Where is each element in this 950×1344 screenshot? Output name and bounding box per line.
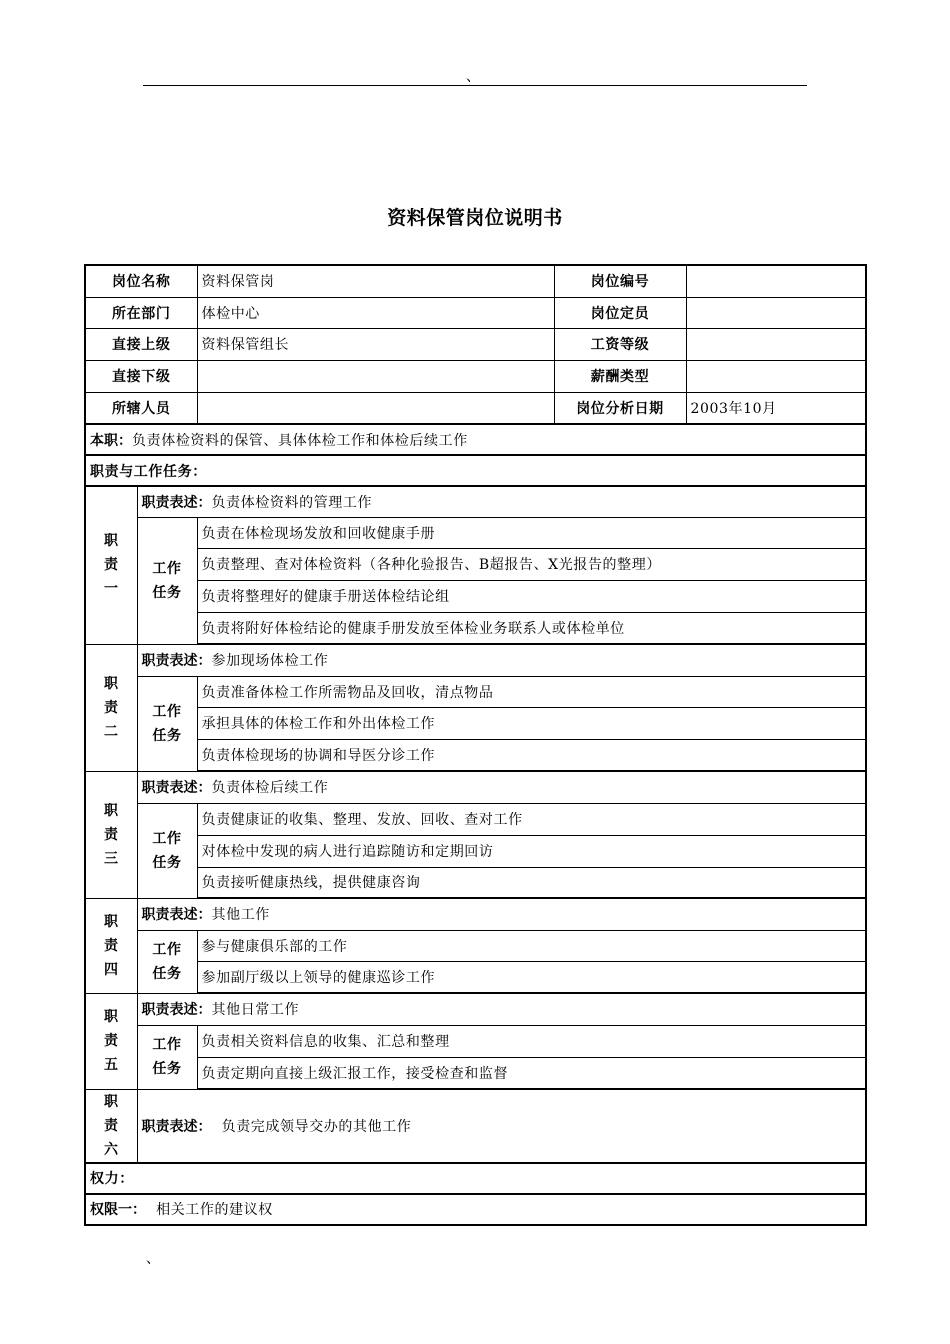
info-row-dept [85,297,866,328]
footer-mark: 、 [146,1251,160,1267]
duty-4-expression: 职责表述：其他工作 [137,898,866,930]
duty-1-task-row [85,612,866,644]
duties-header: 职责与工作任务： [85,455,866,486]
duty-5-expr-row [85,993,866,1025]
info-row-subordinate [85,360,866,392]
duty-2-task-row [85,676,866,707]
staff-label: 所辖人员 [85,392,197,424]
duty-1-task-4: 负责将附好体检结论的健康手册发放至体检业务联系人或体检单位 [197,612,866,644]
duty-4-task-2: 参加副厅级以上领导的健康巡诊工作 [197,961,866,993]
duty-2-expr-row [85,644,866,676]
duty-1-task-row [85,548,866,580]
post-no-label: 岗位编号 [554,265,686,297]
duty-2-task-2: 承担具体的体检工作和外出体检工作 [197,707,866,739]
duty-1-task-label: 工作 任务 [137,517,197,644]
duty-1-label: 职 责 一 [85,486,137,644]
duty-2-task-row [85,707,866,739]
duty-4-task-row [85,930,866,961]
duty-6-row [85,1089,866,1163]
duty-5-task-2: 负责定期向直接上级汇报工作，接受检查和监督 [197,1057,866,1089]
duty-3-task-1: 负责健康证的收集、整理、发放、回收、查对工作 [197,803,866,835]
duty-1-expr-row [85,486,866,517]
header-rule [143,85,807,86]
duty-2-task-label: 工作 任务 [137,676,197,771]
authority-row [85,1194,866,1225]
header-mark: 、 [466,69,480,85]
duty-5-task-row [85,1025,866,1057]
job-description-table [84,264,867,1226]
quota-label: 岗位定员 [554,297,686,328]
power-row [85,1163,866,1194]
duty-4-label: 职 责 四 [85,898,137,993]
role-row [85,424,866,455]
date-value: 2003年10月 [686,392,866,424]
document-title: 资料保管岗位说明书 [387,207,563,229]
wage-value [686,328,866,360]
duty-5-task-1: 负责相关资料信息的收集、汇总和整理 [197,1025,866,1057]
duty-2-task-3: 负责体检现场的协调和导医分诊工作 [197,739,866,771]
role-cell [85,424,866,455]
duty-1-task-row [85,580,866,612]
post-name-value: 资料保管岗 [197,265,554,297]
duty-6-expression: 职责表述： 负责完成领导交办的其他工作 [137,1089,866,1163]
duty-4-task-1: 参与健康俱乐部的工作 [197,930,866,961]
duty-3-expr-row [85,771,866,803]
duty-3-task-row [85,867,866,898]
info-row-staff [85,392,866,424]
dept-label: 所在部门 [85,297,197,328]
duty-3-expression: 职责表述：负责体检后续工作 [137,771,866,803]
duty-3-task-2: 对体检中发现的病人进行追踪随访和定期回访 [197,835,866,867]
superior-value: 资料保管组长 [197,328,554,360]
authority-text: 相关工作的建议权 [156,1202,273,1218]
duty-1-task-1: 负责在体检现场发放和回收健康手册 [197,517,866,548]
role-text: 负责体检资料的保管、具体体检工作和体检后续工作 [132,432,468,449]
duty-4-task-row [85,961,866,993]
duty-4-expr-row [85,898,866,930]
duty-2-task-row [85,739,866,771]
power-label: 权力： [85,1163,866,1194]
duty-1-task-3: 负责将整理好的健康手册送体检结论组 [197,580,866,612]
date-label: 岗位分析日期 [554,392,686,424]
dept-value: 体检中心 [197,297,554,328]
authority-label: 权限一： [90,1202,146,1218]
duty-2-task-1: 负责准备体检工作所需物品及回收，清点物品 [197,676,866,707]
duty-6-label: 职 责 六 [85,1089,137,1163]
role-label: 本职： [90,432,132,449]
salary-value [686,360,866,392]
staff-value [197,392,554,424]
duty-4-task-label: 工作 任务 [137,930,197,993]
duty-5-task-row [85,1057,866,1089]
duty-5-task-label: 工作 任务 [137,1025,197,1089]
authority-cell [85,1194,866,1225]
subordinate-label: 直接下级 [85,360,197,392]
post-no-value [686,265,866,297]
duty-1-task-2: 负责整理、查对体检资料（各种化验报告、B超报告、X光报告的整理） [197,548,866,580]
info-row-post [85,265,866,297]
duty-3-task-row [85,803,866,835]
duty-2-label: 职 责 二 [85,644,137,771]
duty-1-expression: 职责表述：负责体检资料的管理工作 [137,486,866,517]
subordinate-value [197,360,554,392]
duty-3-label: 职 责 三 [85,771,137,898]
duty-1-task-row [85,517,866,548]
duty-5-label: 职 责 五 [85,993,137,1089]
duty-3-task-3: 负责接听健康热线，提供健康咨询 [197,867,866,898]
salary-label: 薪酬类型 [554,360,686,392]
post-name-label: 岗位名称 [85,265,197,297]
info-row-superior [85,328,866,360]
quota-value [686,297,866,328]
duty-3-task-row [85,835,866,867]
wage-label: 工资等级 [554,328,686,360]
superior-label: 直接上级 [85,328,197,360]
duty-2-expression: 职责表述：参加现场体检工作 [137,644,866,676]
duties-header-row [85,455,866,486]
duty-3-task-label: 工作 任务 [137,803,197,898]
duty-5-expression: 职责表述：其他日常工作 [137,993,866,1025]
